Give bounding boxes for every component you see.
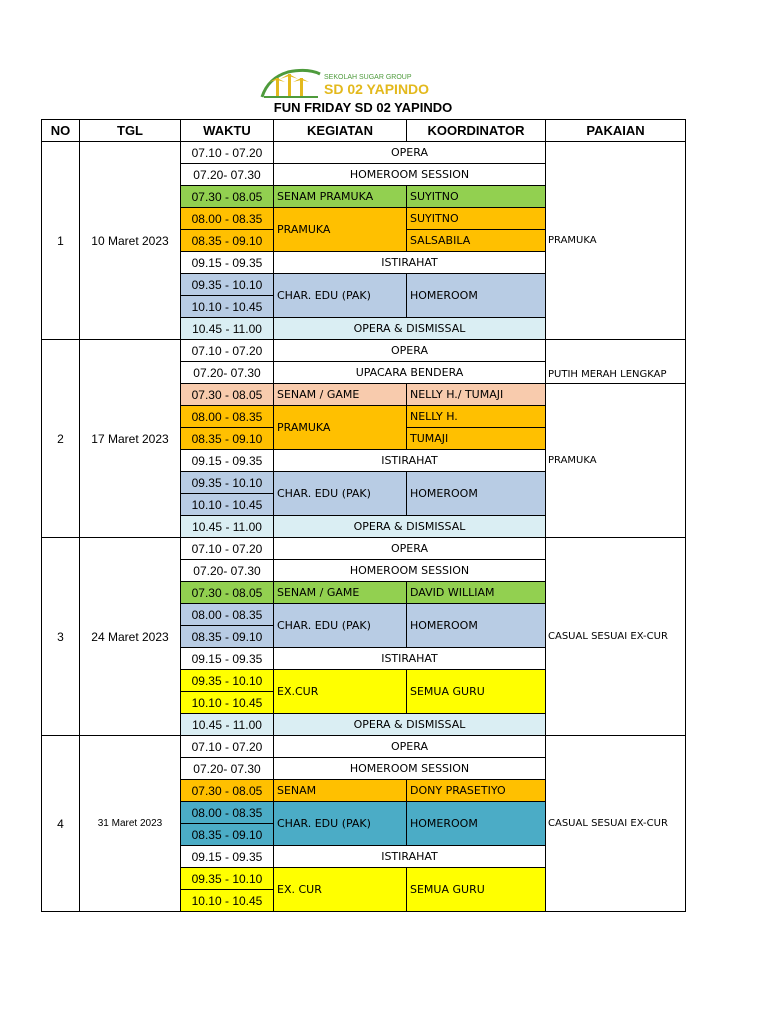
week-number: 2 xyxy=(42,340,80,538)
kegiatan-cell: SENAM PRAMUKA xyxy=(274,186,407,208)
pakaian-cell: CASUAL SESUAI EX-CUR xyxy=(546,538,686,736)
kegiatan-cell: SENAM / GAME xyxy=(274,384,407,406)
activity-cell: OPERA xyxy=(274,736,546,758)
school-logo xyxy=(258,64,466,100)
time-cell: 07.20- 07.30 xyxy=(181,362,274,384)
kegiatan-cell: EX. CUR xyxy=(274,868,407,912)
time-cell: 07.20- 07.30 xyxy=(181,164,274,186)
koordinator-cell: SEMUA GURU xyxy=(407,670,546,714)
activity-cell: OPERA xyxy=(274,142,546,164)
kegiatan-cell: CHAR. EDU (PAK) xyxy=(274,274,407,318)
week-date: 10 Maret 2023 xyxy=(80,142,181,340)
time-cell: 09.35 - 10.10 xyxy=(181,472,274,494)
time-cell: 07.30 - 08.05 xyxy=(181,780,274,802)
activity-cell: OPERA & DISMISSAL xyxy=(274,318,546,340)
time-cell: 07.20- 07.30 xyxy=(181,758,274,780)
koordinator-cell: SUYITNO xyxy=(407,186,546,208)
activity-cell: OPERA xyxy=(274,538,546,560)
school-logo-graphic xyxy=(258,64,466,100)
time-cell: 07.10 - 07.20 xyxy=(181,736,274,758)
kegiatan-cell: PRAMUKA xyxy=(274,208,407,252)
time-cell: 08.00 - 08.35 xyxy=(181,208,274,230)
table-row xyxy=(42,538,686,560)
header-tgl: TGL xyxy=(80,120,181,142)
time-cell: 09.35 - 10.10 xyxy=(181,670,274,692)
activity-cell: ISTIRAHAT xyxy=(274,450,546,472)
time-cell: 09.15 - 09.35 xyxy=(181,450,274,472)
activity-cell: OPERA & DISMISSAL xyxy=(274,714,546,736)
koordinator-cell: DAVID WILLIAM xyxy=(407,582,546,604)
pakaian-cell: PRAMUKA xyxy=(546,142,686,340)
koordinator-cell: SALSABILA xyxy=(407,230,546,252)
time-cell: 09.15 - 09.35 xyxy=(181,252,274,274)
koordinator-cell: NELLY H./ TUMAJI xyxy=(407,384,546,406)
koordinator-cell: HOMEROOM xyxy=(407,274,546,318)
activity-cell: HOMEROOM SESSION xyxy=(274,164,546,186)
time-cell: 10.45 - 11.00 xyxy=(181,318,274,340)
time-cell: 10.45 - 11.00 xyxy=(181,516,274,538)
schedule-table xyxy=(41,119,686,912)
time-cell: 07.30 - 08.05 xyxy=(181,186,274,208)
week-date: 17 Maret 2023 xyxy=(80,340,181,538)
koordinator-cell: TUMAJI xyxy=(407,428,546,450)
activity-cell: HOMEROOM SESSION xyxy=(274,758,546,780)
kegiatan-cell: CHAR. EDU (PAK) xyxy=(274,802,407,846)
header-kegiatan: KEGIATAN xyxy=(274,120,407,142)
kegiatan-cell: SENAM / GAME xyxy=(274,582,407,604)
kegiatan-cell: EX.CUR xyxy=(274,670,407,714)
time-cell: 08.00 - 08.35 xyxy=(181,802,274,824)
header-row xyxy=(42,120,686,142)
table-row xyxy=(42,736,686,758)
header-no: NO xyxy=(42,120,80,142)
time-cell: 08.35 - 09.10 xyxy=(181,230,274,252)
time-cell: 10.10 - 10.45 xyxy=(181,296,274,318)
time-cell: 10.10 - 10.45 xyxy=(181,494,274,516)
time-cell: 09.15 - 09.35 xyxy=(181,846,274,868)
time-cell: 07.30 - 08.05 xyxy=(181,384,274,406)
koordinator-cell: HOMEROOM xyxy=(407,472,546,516)
week-date: 31 Maret 2023 xyxy=(80,736,181,912)
week-number: 1 xyxy=(42,142,80,340)
koordinator-cell: NELLY H. xyxy=(407,406,546,428)
kegiatan-cell: CHAR. EDU (PAK) xyxy=(274,604,407,648)
koordinator-cell: HOMEROOM xyxy=(407,802,546,846)
activity-cell: ISTIRAHAT xyxy=(274,648,546,670)
page-title: FUN FRIDAY SD 02 YAPINDO xyxy=(273,100,453,115)
pakaian-cell: PRAMUKA xyxy=(546,384,686,538)
logo-text-top: SEKOLAH SUGAR GROUP xyxy=(324,74,412,81)
pakaian-cell: PUTIH MERAH LENGKAP xyxy=(546,340,686,384)
time-cell: 07.30 - 08.05 xyxy=(181,582,274,604)
pakaian-cell: CASUAL SESUAI EX-CUR xyxy=(546,736,686,912)
week-date: 24 Maret 2023 xyxy=(80,538,181,736)
time-cell: 08.35 - 09.10 xyxy=(181,626,274,648)
koordinator-cell: DONY PRASETIYO xyxy=(407,780,546,802)
activity-cell: UPACARA BENDERA xyxy=(274,362,546,384)
logo-text-main: SD 02 YAPINDO xyxy=(324,81,430,97)
activity-cell: OPERA xyxy=(274,340,546,362)
time-cell: 07.10 - 07.20 xyxy=(181,142,274,164)
time-cell: 07.20- 07.30 xyxy=(181,560,274,582)
activity-cell: OPERA & DISMISSAL xyxy=(274,516,546,538)
time-cell: 09.35 - 10.10 xyxy=(181,868,274,890)
schedule-body xyxy=(42,142,686,912)
time-cell: 08.00 - 08.35 xyxy=(181,604,274,626)
time-cell: 08.00 - 08.35 xyxy=(181,406,274,428)
kegiatan-cell: SENAM xyxy=(274,780,407,802)
koordinator-cell: SUYITNO xyxy=(407,208,546,230)
time-cell: 07.10 - 07.20 xyxy=(181,340,274,362)
table-row xyxy=(42,340,686,362)
time-cell: 07.10 - 07.20 xyxy=(181,538,274,560)
time-cell: 10.10 - 10.45 xyxy=(181,890,274,912)
activity-cell: ISTIRAHAT xyxy=(274,252,546,274)
time-cell: 09.35 - 10.10 xyxy=(181,274,274,296)
activity-cell: ISTIRAHAT xyxy=(274,846,546,868)
time-cell: 10.10 - 10.45 xyxy=(181,692,274,714)
header-pakaian: PAKAIAN xyxy=(546,120,686,142)
kegiatan-cell: CHAR. EDU (PAK) xyxy=(274,472,407,516)
week-number: 3 xyxy=(42,538,80,736)
time-cell: 08.35 - 09.10 xyxy=(181,428,274,450)
koordinator-cell: SEMUA GURU xyxy=(407,868,546,912)
header-waktu: WAKTU xyxy=(181,120,274,142)
table-row xyxy=(42,142,686,164)
time-cell: 10.45 - 11.00 xyxy=(181,714,274,736)
time-cell: 09.15 - 09.35 xyxy=(181,648,274,670)
week-number: 4 xyxy=(42,736,80,912)
header-koordinator: KOORDINATOR xyxy=(407,120,546,142)
koordinator-cell: HOMEROOM xyxy=(407,604,546,648)
time-cell: 08.35 - 09.10 xyxy=(181,824,274,846)
activity-cell: HOMEROOM SESSION xyxy=(274,560,546,582)
kegiatan-cell: PRAMUKA xyxy=(274,406,407,450)
